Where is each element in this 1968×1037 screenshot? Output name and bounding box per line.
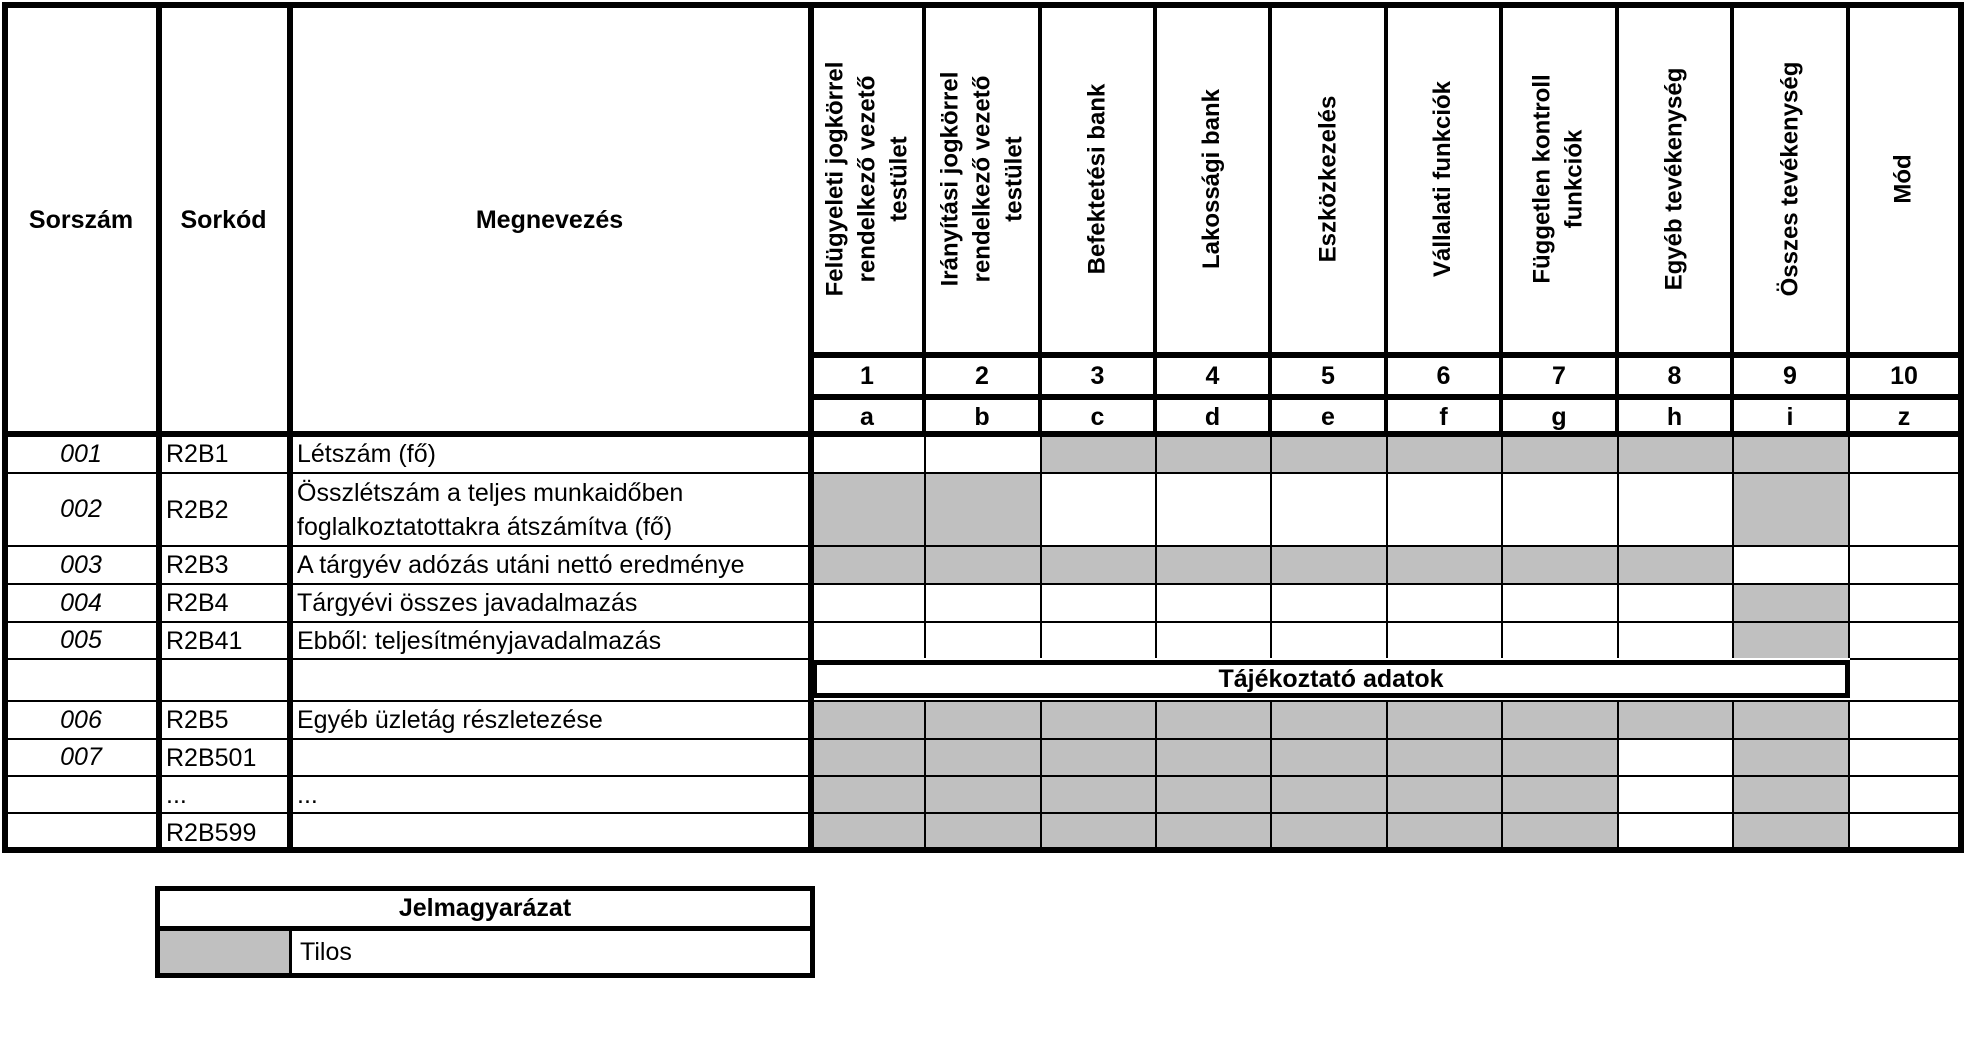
row-megnevezes: ... <box>291 775 812 812</box>
column-title: Irányítási jogkörrel rendelkező vezető testület <box>936 71 1027 287</box>
data-cell <box>1388 621 1503 658</box>
forbidden-cell <box>1042 545 1157 583</box>
forbidden-cell <box>1734 700 1850 738</box>
row-sorszam: 007 <box>6 738 160 775</box>
row-sorkod: ... <box>160 775 291 812</box>
forbidden-cell <box>1503 775 1619 812</box>
row-megnevezes: A tárgyév adózás utáni nettó eredménye <box>291 545 812 583</box>
row-megnevezes <box>291 658 812 700</box>
data-cell <box>1850 545 1962 583</box>
forbidden-cell <box>812 700 926 738</box>
forbidden-cell <box>1388 545 1503 583</box>
data-cell <box>812 434 926 472</box>
column-code: b <box>926 394 1042 434</box>
column-code: f <box>1388 394 1503 434</box>
forbidden-cell <box>1272 812 1388 851</box>
forbidden-cell <box>1042 738 1157 775</box>
forbidden-cell <box>1734 812 1850 851</box>
row-sorszam <box>6 658 160 700</box>
data-cell <box>1850 583 1962 621</box>
row-megnevezes: Tárgyévi összes javadalmazás <box>291 583 812 621</box>
header-sorkod: Sorkód <box>160 6 291 434</box>
forbidden-cell <box>1272 738 1388 775</box>
forbidden-cell <box>1157 700 1272 738</box>
row-sorszam: 003 <box>6 545 160 583</box>
column-title: Egyéb tevékenység <box>1660 67 1688 291</box>
data-cell <box>1850 700 1962 738</box>
row-sorkod: R2B41 <box>160 621 291 658</box>
data-cell <box>1042 621 1157 658</box>
column-title: Lakossági bank <box>1198 88 1226 270</box>
column-code: g <box>1503 394 1619 434</box>
column-header-8 <box>1619 6 1734 352</box>
forbidden-cell <box>1619 434 1734 472</box>
column-title: Független kontroll funkciók <box>1529 74 1589 284</box>
forbidden-cell <box>1042 434 1157 472</box>
column-number: 3 <box>1042 352 1157 394</box>
forbidden-cell <box>926 700 1042 738</box>
row-megnevezes <box>291 738 812 775</box>
forbidden-cell <box>1388 700 1503 738</box>
row-sorszam <box>6 812 160 851</box>
row-megnevezes <box>291 812 812 851</box>
header-sorszam: Sorszám <box>6 6 160 434</box>
data-cell <box>1850 472 1962 545</box>
data-cell <box>1850 775 1962 812</box>
column-separator <box>808 2 814 853</box>
data-cell <box>1503 583 1619 621</box>
legend-title: Jelmagyarázat <box>160 891 810 931</box>
forbidden-cell <box>1157 434 1272 472</box>
data-cell <box>1503 621 1619 658</box>
column-header-3 <box>1042 6 1157 352</box>
column-number: 4 <box>1157 352 1272 394</box>
data-cell <box>1850 738 1962 775</box>
column-number: 1 <box>812 352 926 394</box>
data-cell <box>1850 434 1962 472</box>
column-number: 6 <box>1388 352 1503 394</box>
data-cell <box>1850 812 1962 851</box>
forbidden-cell <box>1734 583 1850 621</box>
data-cell <box>1619 472 1734 545</box>
data-cell <box>1619 812 1734 851</box>
row-megnevezes: Ebből: teljesítményjavadalmazás <box>291 621 812 658</box>
column-number: 2 <box>926 352 1042 394</box>
forbidden-cell <box>812 738 926 775</box>
column-code: c <box>1042 394 1157 434</box>
data-cell <box>1042 472 1157 545</box>
forbidden-cell <box>1042 775 1157 812</box>
row-megnevezes: Létszám (fő) <box>291 434 812 472</box>
row-sorszam: 002 <box>6 472 160 545</box>
forbidden-cell <box>926 472 1042 545</box>
data-cell <box>1272 621 1388 658</box>
data-cell <box>1272 472 1388 545</box>
forbidden-cell <box>1272 545 1388 583</box>
forbidden-cell <box>1388 738 1503 775</box>
row-sorkod: R2B4 <box>160 583 291 621</box>
data-cell <box>926 434 1042 472</box>
forbidden-cell <box>1503 700 1619 738</box>
data-cell <box>1042 583 1157 621</box>
column-title: Mód <box>1890 154 1917 204</box>
column-separator <box>156 2 162 853</box>
forbidden-cell <box>1272 700 1388 738</box>
row-sorszam: 004 <box>6 583 160 621</box>
column-number: 5 <box>1272 352 1388 394</box>
legend-forbidden-swatch <box>160 931 292 973</box>
forbidden-cell <box>1503 812 1619 851</box>
row-megnevezes: Összlétszám a teljes munkaidőben foglalkoztatottakra átszámítva (fő) <box>291 472 812 545</box>
info-banner: Tájékoztató adatok <box>812 660 1850 698</box>
forbidden-cell <box>1272 775 1388 812</box>
row-sorszam <box>6 775 160 812</box>
column-code: i <box>1734 394 1850 434</box>
row-sorszam: 005 <box>6 621 160 658</box>
data-cell <box>926 621 1042 658</box>
forbidden-cell <box>1619 545 1734 583</box>
column-separator <box>287 2 293 853</box>
column-title: Felügyeleti jogkörrel rendelkező vezető testület <box>821 61 913 297</box>
data-cell <box>1850 658 1962 700</box>
data-cell <box>1619 583 1734 621</box>
column-title: Eszközkezelés <box>1314 95 1341 263</box>
row-sorkod: R2B3 <box>160 545 291 583</box>
column-number: 10 <box>1850 352 1962 394</box>
forbidden-cell <box>1042 812 1157 851</box>
row-sorkod: R2B5 <box>160 700 291 738</box>
column-header-5 <box>1272 6 1388 352</box>
forbidden-cell <box>1734 775 1850 812</box>
column-header-9 <box>1734 6 1850 352</box>
row-sorkod: R2B2 <box>160 472 291 545</box>
column-title: Összes tevékenység <box>1776 61 1804 297</box>
column-number: 9 <box>1734 352 1850 394</box>
data-cell <box>1619 738 1734 775</box>
header-megnevezes: Megnevezés <box>291 6 812 434</box>
forbidden-cell <box>1503 738 1619 775</box>
forbidden-cell <box>1157 738 1272 775</box>
header-separator <box>2 431 1964 437</box>
data-cell <box>812 621 926 658</box>
forbidden-cell <box>1388 434 1503 472</box>
column-code: d <box>1157 394 1272 434</box>
column-header-1 <box>812 6 926 352</box>
forbidden-cell <box>1157 545 1272 583</box>
column-code: z <box>1850 394 1962 434</box>
column-code: a <box>812 394 926 434</box>
column-header-6 <box>1388 6 1503 352</box>
data-cell <box>1272 583 1388 621</box>
forbidden-cell <box>1388 775 1503 812</box>
data-cell <box>1734 545 1850 583</box>
column-number: 7 <box>1503 352 1619 394</box>
column-title: Befektetési bank <box>1083 83 1111 275</box>
forbidden-cell <box>926 775 1042 812</box>
forbidden-cell <box>1157 812 1272 851</box>
row-sorkod <box>160 658 291 700</box>
column-header-7 <box>1503 6 1619 352</box>
forbidden-cell <box>1619 700 1734 738</box>
forbidden-cell <box>926 812 1042 851</box>
row-sorkod: R2B1 <box>160 434 291 472</box>
forbidden-cell <box>812 812 926 851</box>
forbidden-cell <box>1503 434 1619 472</box>
forbidden-cell <box>812 472 926 545</box>
row-sorkod: R2B501 <box>160 738 291 775</box>
data-cell <box>1503 472 1619 545</box>
forbidden-cell <box>1388 812 1503 851</box>
forbidden-cell <box>926 545 1042 583</box>
forbidden-cell <box>812 775 926 812</box>
data-cell <box>1157 583 1272 621</box>
forbidden-cell <box>1734 621 1850 658</box>
row-sorszam: 001 <box>6 434 160 472</box>
forbidden-cell <box>1734 434 1850 472</box>
data-cell <box>1157 472 1272 545</box>
column-header-4 <box>1157 6 1272 352</box>
data-cell <box>926 583 1042 621</box>
forbidden-cell <box>1503 545 1619 583</box>
data-cell <box>1850 621 1962 658</box>
column-code: e <box>1272 394 1388 434</box>
data-cell <box>812 583 926 621</box>
row-sorszam: 006 <box>6 700 160 738</box>
column-number: 8 <box>1619 352 1734 394</box>
column-header-10 <box>1850 6 1962 352</box>
row-sorkod: R2B599 <box>160 812 291 851</box>
column-header-2 <box>926 6 1042 352</box>
column-code: h <box>1619 394 1734 434</box>
row-megnevezes: Egyéb üzletág részletezése <box>291 700 812 738</box>
data-cell <box>1157 621 1272 658</box>
forbidden-cell <box>926 738 1042 775</box>
column-title: Vállalati funkciók <box>1429 80 1457 278</box>
data-cell <box>1388 472 1503 545</box>
legend <box>155 886 815 978</box>
legend-item-label: Tilos <box>300 937 352 966</box>
forbidden-cell <box>1042 700 1157 738</box>
forbidden-cell <box>1734 738 1850 775</box>
data-cell <box>1619 775 1734 812</box>
forbidden-cell <box>1734 472 1850 545</box>
data-cell <box>1388 583 1503 621</box>
forbidden-cell <box>812 545 926 583</box>
data-cell <box>1619 621 1734 658</box>
forbidden-cell <box>1272 434 1388 472</box>
forbidden-cell <box>1157 775 1272 812</box>
